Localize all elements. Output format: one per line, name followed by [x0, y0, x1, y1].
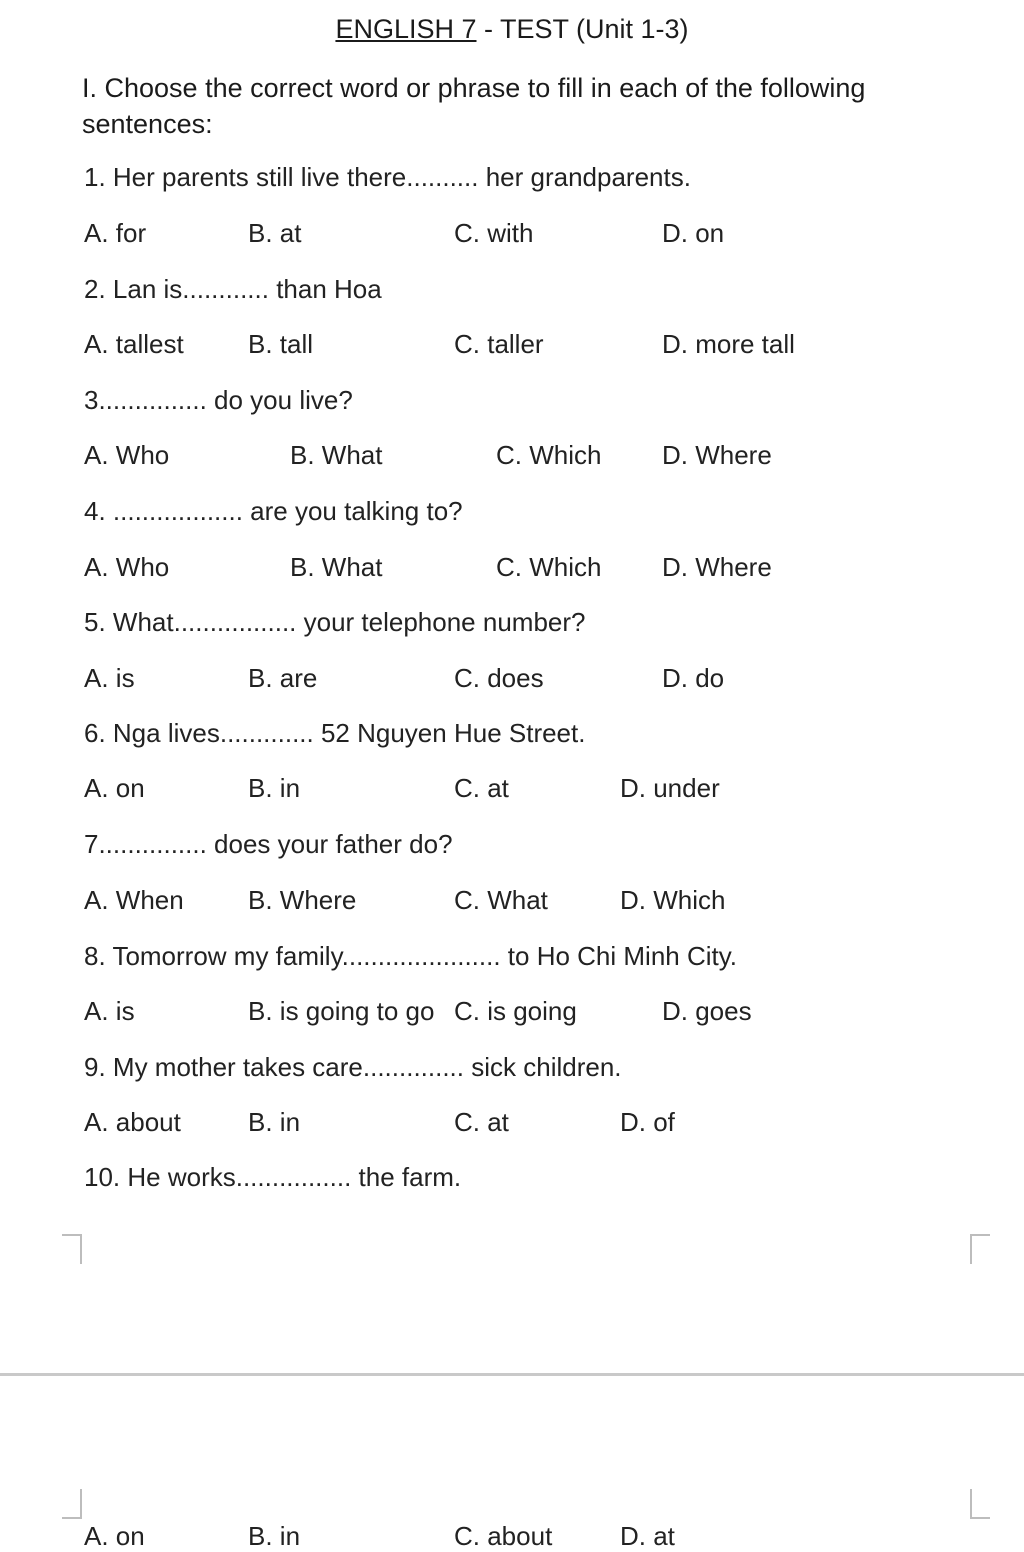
q5-option-d: D. do: [662, 663, 725, 693]
q7-option-c: C. What: [454, 885, 548, 915]
q10-option-c: C. about: [454, 1521, 553, 1551]
question-1: 1. Her parents still live there.......... her grandparents.: [84, 162, 691, 192]
q3-option-b: B. What: [290, 440, 383, 470]
page-corner-mark: [970, 1489, 990, 1519]
q8-option-a: A. is: [84, 996, 135, 1026]
page-corner-mark: [970, 1234, 990, 1264]
q4-option-c: C. Which: [496, 552, 602, 582]
q7-option-a: A. When: [84, 885, 184, 915]
q2-option-c: C. taller: [454, 329, 544, 359]
q5-option-b: B. are: [248, 663, 318, 693]
question-3: 3............... do you live?: [84, 385, 353, 415]
q3-option-d: D. Where: [662, 440, 772, 470]
question-9: 9. My mother takes care.............. sick children.: [84, 1052, 622, 1082]
q10-option-a: A. on: [84, 1521, 145, 1551]
question-7: 7............... does your father do?: [84, 829, 453, 859]
q8-option-c: C. is going: [454, 996, 577, 1026]
page-break-divider: [0, 1373, 1024, 1376]
q9-option-b: B. in: [248, 1107, 301, 1137]
q6-option-b: B. in: [248, 773, 301, 803]
q3-option-c: C. Which: [496, 440, 602, 470]
q2-option-d: D. more tall: [662, 329, 795, 359]
q1-option-c: C. with: [454, 218, 534, 248]
q4-option-a: A. Who: [84, 552, 170, 582]
q1-option-d: D. on: [662, 218, 725, 248]
q4-option-d: D. Where: [662, 552, 772, 582]
question-8: 8. Tomorrow my family...................... to Ho Chi Minh City.: [84, 941, 738, 971]
q9-option-c: C. at: [454, 1107, 509, 1137]
q6-option-d: D. under: [620, 773, 720, 803]
q1-option-a: A. for: [84, 218, 147, 248]
q6-option-c: C. at: [454, 773, 509, 803]
q9-option-a: A. about: [84, 1107, 181, 1137]
q4-option-b: B. What: [290, 552, 383, 582]
q2-option-b: B. tall: [248, 329, 314, 359]
page-title: [0, 14, 1024, 45]
title-subject: ENGLISH 7: [335, 14, 477, 44]
q8-option-b: B. is going to go: [248, 996, 435, 1026]
q7-option-d: D. Which: [620, 885, 726, 915]
q6-option-a: A. on: [84, 773, 145, 803]
page-corner-mark: [62, 1489, 82, 1519]
q7-option-b: B. Where: [248, 885, 357, 915]
q10-option-d: D. at: [620, 1521, 675, 1551]
q5-option-a: A. is: [84, 663, 135, 693]
q5-option-c: C. does: [454, 663, 544, 693]
q9-option-d: D. of: [620, 1107, 675, 1137]
page-corner-mark: [62, 1234, 82, 1264]
title-rest: - TEST (Unit 1-3): [476, 14, 689, 44]
q3-option-a: A. Who: [84, 440, 170, 470]
section-heading: I. Choose the correct word or phrase to fill in each of the following sentences:: [82, 73, 866, 139]
q10-option-b: B. in: [248, 1521, 301, 1551]
q1-option-b: B. at: [248, 218, 302, 248]
question-6: 6. Nga lives............. 52 Nguyen Hue Street.: [84, 718, 586, 748]
q2-option-a: A. tallest: [84, 329, 184, 359]
question-10: 10. He works................ the farm.: [84, 1162, 462, 1192]
q8-option-d: D. goes: [662, 996, 752, 1026]
question-2: 2. Lan is............ than Hoa: [84, 274, 382, 304]
question-5: 5. What................. your telephone number?: [84, 607, 586, 637]
question-4: 4. .................. are you talking to?: [84, 496, 463, 526]
